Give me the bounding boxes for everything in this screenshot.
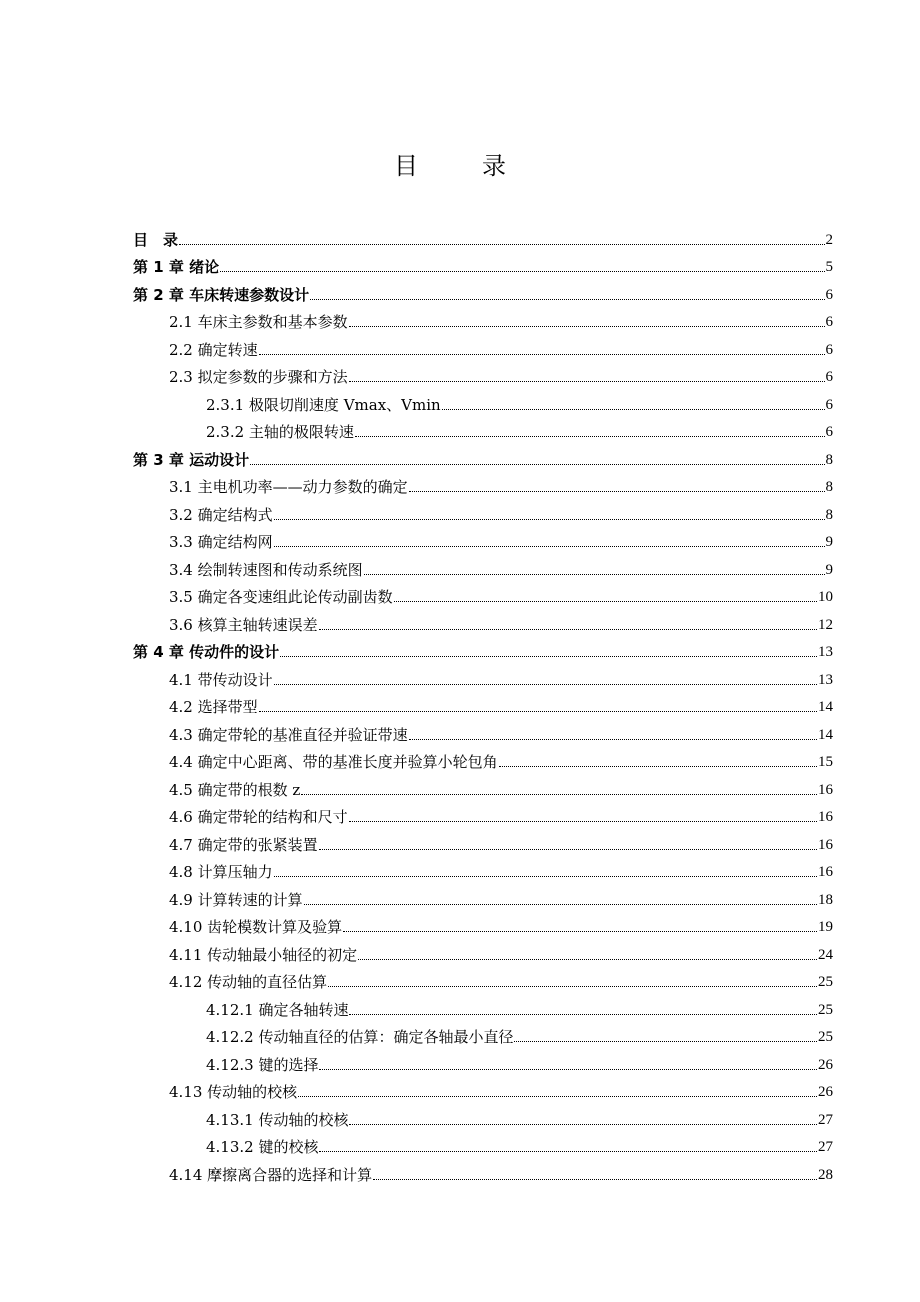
toc-page-number: 13 bbox=[818, 644, 833, 660]
toc-dot-leader bbox=[319, 629, 817, 630]
toc-entry[interactable] bbox=[133, 964, 833, 992]
toc-page-number: 8 bbox=[825, 506, 833, 523]
toc-dot-leader bbox=[499, 766, 817, 767]
toc-page-number: 19 bbox=[818, 919, 833, 935]
toc-dot-leader bbox=[364, 574, 825, 575]
toc-dot-leader bbox=[274, 546, 825, 547]
toc-entry-title: 3.6 核算主轴转速误差 bbox=[169, 615, 318, 634]
toc-entry[interactable] bbox=[133, 606, 833, 634]
toc-page-number: 6 bbox=[825, 341, 833, 358]
toc-entry-title: 3.1 主电机功率——动力参数的确定 bbox=[169, 478, 408, 496]
toc-dot-leader bbox=[328, 986, 817, 987]
toc-entry[interactable] bbox=[133, 634, 833, 662]
toc-page-number: 15 bbox=[818, 754, 833, 770]
toc-dot-leader bbox=[349, 326, 825, 327]
toc-dot-leader bbox=[274, 876, 817, 877]
toc-entry[interactable] bbox=[133, 799, 833, 827]
toc-page-number: 8 bbox=[825, 451, 833, 468]
toc-entry[interactable] bbox=[133, 1101, 833, 1129]
toc-page-number: 9 bbox=[825, 561, 833, 578]
toc-dot-leader bbox=[310, 299, 824, 300]
toc-entry[interactable] bbox=[133, 991, 833, 1019]
toc-dot-leader bbox=[349, 821, 817, 822]
toc-page-number: 16 bbox=[818, 781, 833, 798]
toc-entry-title: 4.5 确定带的根数 z bbox=[169, 780, 301, 799]
toc-page-number: 16 bbox=[818, 809, 833, 825]
toc-entry-title: 4.14 摩擦离合器的选择和计算 bbox=[169, 1165, 373, 1184]
toc-entry[interactable] bbox=[133, 304, 833, 332]
toc-page-number: 9 bbox=[825, 534, 833, 550]
toc-entry[interactable] bbox=[133, 936, 833, 964]
toc-entry-title: 2.2 确定转速 bbox=[169, 340, 258, 359]
toc-entry-title: 4.12.2 传动轴直径的估算：确定各轴最小直径 bbox=[206, 1028, 514, 1046]
toc-page-number: 12 bbox=[818, 616, 833, 633]
toc-entry[interactable] bbox=[133, 221, 833, 249]
toc-page-number: 6 bbox=[825, 314, 833, 330]
toc-page-number: 25 bbox=[818, 1001, 833, 1018]
toc-entry[interactable] bbox=[133, 909, 833, 937]
toc-page-number: 8 bbox=[825, 479, 833, 495]
toc-entry[interactable] bbox=[133, 826, 833, 854]
toc-entry-title: 4.4 确定中心距离、带的基准长度并验算小轮包角 bbox=[169, 753, 498, 771]
toc-page-number: 2 bbox=[825, 231, 833, 248]
toc-entry-title: 第 1 章 绪论 bbox=[133, 258, 220, 276]
toc-entry[interactable] bbox=[133, 551, 833, 579]
toc-entry[interactable] bbox=[133, 1074, 833, 1102]
toc-entry[interactable] bbox=[133, 496, 833, 524]
toc-dot-leader bbox=[259, 711, 817, 712]
toc-entry-title: 4.9 计算转速的计算 bbox=[169, 890, 303, 909]
toc-dot-leader bbox=[394, 601, 817, 602]
toc-dot-leader bbox=[373, 1179, 817, 1180]
toc-page-number: 16 bbox=[818, 864, 833, 880]
toc-entry[interactable] bbox=[133, 881, 833, 909]
toc-entry[interactable] bbox=[133, 771, 833, 799]
toc-dot-leader bbox=[343, 931, 817, 932]
toc-page-number: 6 bbox=[825, 369, 833, 385]
toc-entry[interactable] bbox=[133, 359, 833, 387]
toc-entry-title: 4.11 传动轴最小轴径的初定 bbox=[169, 945, 358, 964]
toc-entry-title: 4.2 选择带型 bbox=[169, 698, 258, 716]
toc-entry-title: 2.1 车床主参数和基本参数 bbox=[169, 313, 348, 331]
toc-page-number: 5 bbox=[825, 259, 833, 275]
toc-entry-title: 4.10 齿轮模数计算及验算 bbox=[169, 918, 343, 936]
toc-entry-title: 3.5 确定各变速组此论传动副齿数 bbox=[169, 588, 393, 606]
toc-dot-leader bbox=[319, 849, 817, 850]
toc-dot-leader bbox=[259, 354, 825, 355]
toc-dot-leader bbox=[274, 519, 825, 520]
toc-page-number: 14 bbox=[818, 699, 833, 715]
toc-dot-leader bbox=[301, 794, 817, 795]
toc-dot-leader bbox=[220, 271, 824, 272]
toc-page-number: 27 bbox=[818, 1111, 833, 1128]
toc-entry-title: 3.3 确定结构网 bbox=[169, 533, 273, 551]
toc-dot-leader bbox=[319, 1069, 817, 1070]
toc-entry-title: 2.3 拟定参数的步骤和方法 bbox=[169, 368, 348, 386]
toc-entry[interactable] bbox=[133, 716, 833, 744]
toc-entry[interactable] bbox=[133, 1129, 833, 1157]
toc-dot-leader bbox=[304, 904, 817, 905]
toc-page-number: 14 bbox=[818, 726, 833, 743]
toc-entry[interactable] bbox=[133, 1019, 833, 1047]
table-of-contents bbox=[133, 221, 833, 1184]
page-title: 目 录 bbox=[394, 152, 526, 180]
toc-dot-leader bbox=[349, 1124, 817, 1125]
toc-entry-title: 4.13.1 传动轴的校核 bbox=[206, 1110, 349, 1129]
toc-page-number: 18 bbox=[818, 891, 833, 908]
toc-entry-title: 4.12.1 确定各轴转速 bbox=[206, 1000, 349, 1019]
toc-entry[interactable] bbox=[133, 579, 833, 607]
toc-page-number: 13 bbox=[818, 671, 833, 688]
toc-entry[interactable] bbox=[133, 386, 833, 414]
toc-dot-leader bbox=[514, 1041, 817, 1042]
toc-page-number: 25 bbox=[818, 1029, 833, 1045]
toc-dot-leader bbox=[280, 656, 817, 657]
toc-dot-leader bbox=[349, 381, 825, 382]
toc-entry-title: 第 2 章 车床转速参数设计 bbox=[133, 285, 310, 304]
toc-dot-leader bbox=[179, 244, 824, 245]
toc-entry[interactable] bbox=[133, 854, 833, 882]
toc-entry-title: 4.6 确定带轮的结构和尺寸 bbox=[169, 808, 348, 826]
toc-page-number: 25 bbox=[818, 974, 833, 990]
toc-entry[interactable] bbox=[133, 469, 833, 497]
toc-entry-title: 4.7 确定带的张紧装置 bbox=[169, 835, 318, 854]
toc-entry-title: 2.3.1 极限切削速度 Vmax、Vmin bbox=[206, 395, 441, 414]
toc-entry-title: 4.1 带传动设计 bbox=[169, 670, 273, 689]
toc-page-number: 6 bbox=[825, 396, 833, 413]
toc-dot-leader bbox=[358, 959, 817, 960]
toc-dot-leader bbox=[319, 1151, 817, 1152]
toc-entry[interactable] bbox=[133, 331, 833, 359]
toc-entry-title: 目 录 bbox=[133, 230, 179, 249]
toc-page-number: 16 bbox=[818, 836, 833, 853]
toc-page-number: 26 bbox=[818, 1084, 833, 1100]
toc-entry[interactable] bbox=[133, 249, 833, 277]
toc-page-number: 26 bbox=[818, 1056, 833, 1073]
toc-entry-title: 第 4 章 传动件的设计 bbox=[133, 643, 280, 661]
toc-entry[interactable] bbox=[133, 524, 833, 552]
toc-page-number: 6 bbox=[825, 286, 833, 303]
toc-entry-title: 4.12.3 键的选择 bbox=[206, 1055, 319, 1074]
toc-page-number: 10 bbox=[818, 589, 833, 605]
toc-dot-leader bbox=[349, 1014, 817, 1015]
toc-entry[interactable] bbox=[133, 414, 833, 442]
toc-entry-title: 3.4 绘制转速图和传动系统图 bbox=[169, 560, 363, 579]
toc-page-number: 6 bbox=[825, 424, 833, 440]
toc-page-number: 27 bbox=[818, 1139, 833, 1155]
toc-entry-title: 第 3 章 运动设计 bbox=[133, 450, 250, 469]
toc-entry-title: 4.13 传动轴的校核 bbox=[169, 1083, 298, 1101]
toc-entry[interactable] bbox=[133, 744, 833, 772]
toc-dot-leader bbox=[355, 436, 825, 437]
toc-page-number: 28 bbox=[818, 1166, 833, 1183]
toc-entry[interactable] bbox=[133, 441, 833, 469]
toc-dot-leader bbox=[442, 409, 825, 410]
toc-entry[interactable] bbox=[133, 1046, 833, 1074]
toc-entry[interactable] bbox=[133, 689, 833, 717]
toc-dot-leader bbox=[298, 1096, 817, 1097]
toc-entry[interactable] bbox=[133, 1156, 833, 1184]
toc-dot-leader bbox=[409, 739, 817, 740]
toc-entry[interactable] bbox=[133, 661, 833, 689]
toc-entry-title: 4.3 确定带轮的基准直径并验证带速 bbox=[169, 725, 408, 744]
toc-entry-title: 4.12 传动轴的直径估算 bbox=[169, 973, 328, 991]
toc-dot-leader bbox=[274, 684, 817, 685]
toc-page-number: 24 bbox=[818, 946, 833, 963]
toc-entry-title: 4.8 计算压轴力 bbox=[169, 863, 273, 881]
toc-entry[interactable] bbox=[133, 276, 833, 304]
toc-dot-leader bbox=[250, 464, 824, 465]
toc-entry-title: 3.2 确定结构式 bbox=[169, 505, 273, 524]
toc-dot-leader bbox=[409, 491, 825, 492]
toc-entry-title: 2.3.2 主轴的极限转速 bbox=[206, 423, 354, 441]
toc-entry-title: 4.13.2 键的校核 bbox=[206, 1138, 319, 1156]
